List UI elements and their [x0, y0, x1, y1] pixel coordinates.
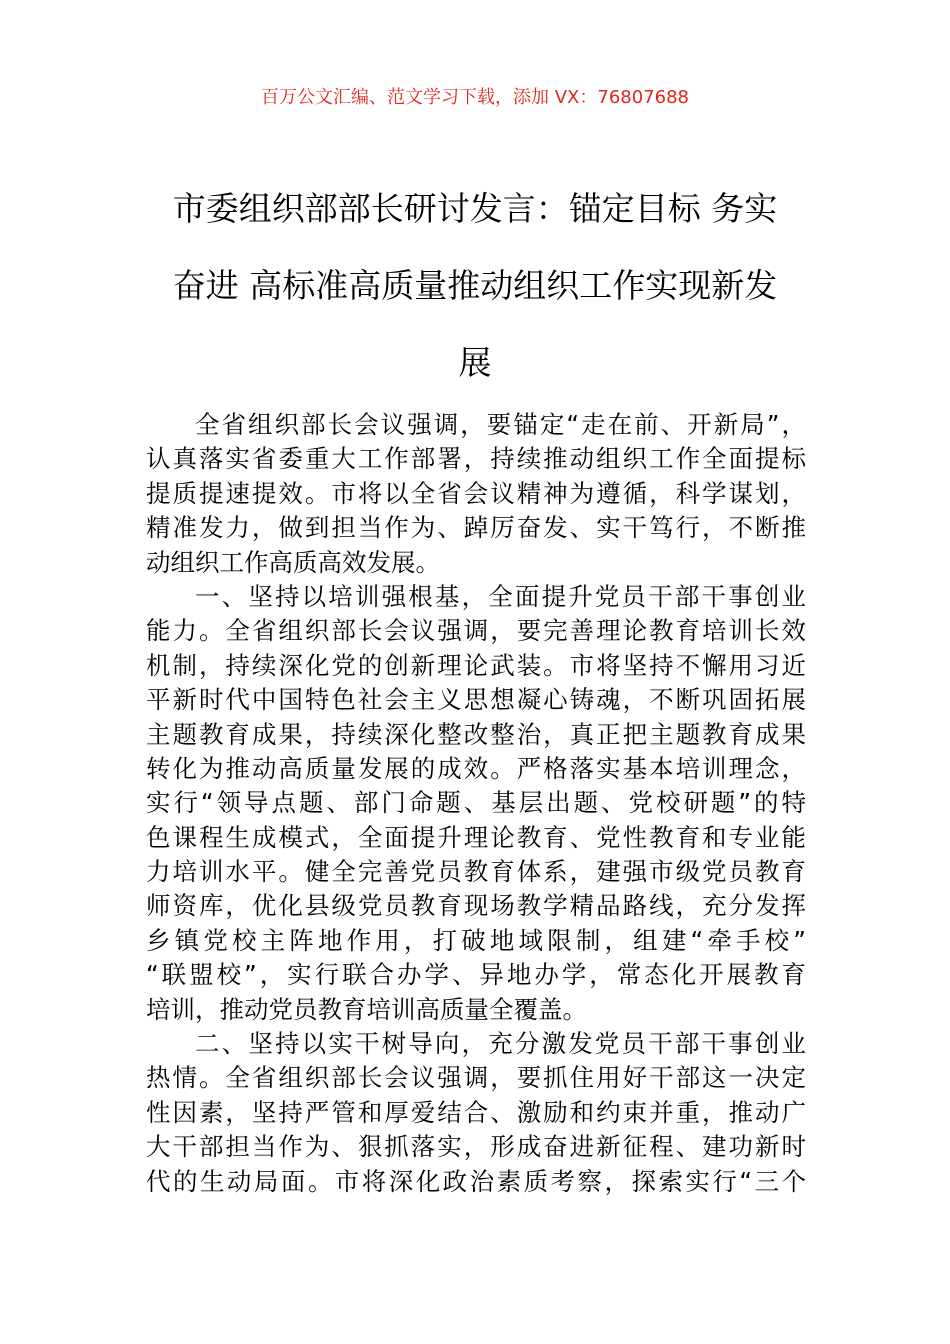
paragraph-line: 认真落实省委重大工作部署，持续推动组织工作全面提标: [146, 444, 806, 474]
paragraph-line: 色课程生成模式，全面提升理论教育、党性教育和专业能: [146, 822, 806, 852]
paragraph-line: 乡镇党校主阵地作用，打破地域限制，组建“牵手校”: [146, 925, 806, 955]
paragraph-line: 力培训水平。健全完善党员教育体系，建强市级党员教育: [146, 857, 806, 887]
paragraph-line: 精准发力，做到担当作为、踔厉奋发、实干笃行，不断推: [146, 513, 806, 543]
title-line: 市委组织部部长研讨发言：锚定目标 务实: [172, 189, 778, 228]
paragraph-line: 实行“领导点题、部门命题、基层出题、党校研题”的特: [146, 788, 806, 818]
paragraph-line: 动组织工作高质高效发展。: [146, 547, 440, 577]
paragraph-line: 提质提速提效。市将以全省会议精神为遵循，科学谋划，: [146, 478, 806, 508]
paragraph-line: 转化为推动高质量发展的成效。严格落实基本培训理念，: [146, 753, 806, 783]
paragraph-line: 二、坚持以实干树导向，充分激发党员干部干事创业: [195, 1029, 806, 1059]
paragraph-line: 平新时代中国特色社会主义思想凝心铸魂，不断巩固拓展: [146, 685, 806, 715]
paragraph-line: 能力。全省组织部长会议强调，要完善理论教育培训长效: [146, 616, 806, 646]
paragraph-line: 主题教育成果，持续深化整改整治，真正把主题教育成果: [146, 719, 806, 749]
title-line: 奋进 高标准高质量推动组织工作实现新发: [172, 266, 778, 305]
title-line: 展: [458, 343, 492, 382]
header-note: 百万公文汇编、范文学习下载，添加 VX：76807688: [261, 87, 689, 108]
paragraph-line: 性因素，坚持严管和厚爱结合、激励和约束并重，推动广: [146, 1097, 806, 1127]
document-body: [146, 408, 806, 1199]
paragraph-line: 机制，持续深化党的创新理论武装。市将坚持不懈用习近: [146, 650, 806, 680]
paragraph-line: 培训，推动党员教育培训高质量全覆盖。: [146, 994, 587, 1024]
paragraph-line: 师资库，优化县级党员教育现场教学精品路线，充分发挥: [146, 891, 806, 921]
document-title: [140, 170, 810, 401]
paragraph-line: 全省组织部长会议强调，要锚定“走在前、开新局”，: [195, 410, 806, 439]
paragraph-line: “联盟校”，实行联合办学、异地办学，常态化开展教育: [146, 960, 806, 990]
paragraph-line: 大干部担当作为、狠抓落实，形成奋进新征程、建功新时: [146, 1132, 806, 1162]
paragraph-line: 代的生动局面。市将深化政治素质考察，探索实行“三个: [146, 1166, 806, 1196]
paragraph-line: 一、坚持以培训强根基，全面提升党员干部干事创业: [195, 581, 806, 611]
paragraph-line: 热情。全省组织部长会议强调，要抓住用好干部这一决定: [146, 1063, 806, 1093]
